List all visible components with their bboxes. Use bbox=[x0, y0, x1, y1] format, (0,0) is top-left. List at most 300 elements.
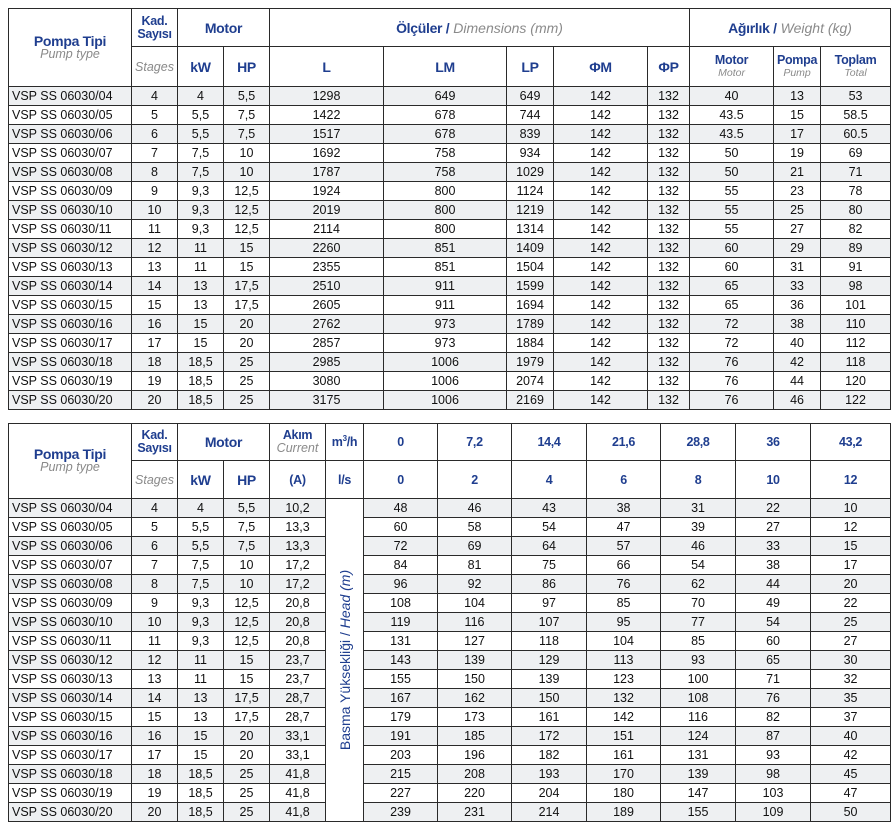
pump-model-cell: VSP SS 06030/09 bbox=[9, 182, 132, 201]
performance-table-body bbox=[9, 499, 891, 822]
table-cell: 191 bbox=[364, 727, 438, 746]
table-cell: 20,8 bbox=[270, 613, 326, 632]
table-cell: 48 bbox=[364, 499, 438, 518]
table-row bbox=[9, 689, 891, 708]
table-cell: 43.5 bbox=[690, 106, 774, 125]
table-cell: 1787 bbox=[270, 163, 384, 182]
table-cell: 851 bbox=[384, 239, 507, 258]
table-cell: 33 bbox=[774, 277, 821, 296]
table-row bbox=[9, 765, 891, 784]
table-cell: 30 bbox=[811, 651, 891, 670]
table-cell: 16 bbox=[132, 315, 178, 334]
pump-model-cell: VSP SS 06030/10 bbox=[9, 613, 132, 632]
table-cell: 13 bbox=[132, 258, 178, 277]
flow-m3h-value: 28,8 bbox=[661, 424, 736, 461]
table-cell: 38 bbox=[774, 315, 821, 334]
table-cell: 12 bbox=[811, 518, 891, 537]
table-cell: 142 bbox=[554, 144, 648, 163]
pump-model-cell: VSP SS 06030/08 bbox=[9, 575, 132, 594]
table-row bbox=[9, 315, 891, 334]
kw-header: kW bbox=[178, 461, 224, 499]
table-cell: 139 bbox=[512, 670, 587, 689]
pump-type-header: Pompa Tipi Pump type bbox=[9, 9, 132, 87]
table-cell: 11 bbox=[178, 670, 224, 689]
dimensions-table-body bbox=[9, 87, 891, 410]
table-cell: 15 bbox=[224, 239, 270, 258]
table-cell: 93 bbox=[736, 746, 811, 765]
table-cell: 132 bbox=[648, 372, 690, 391]
table-cell: 1924 bbox=[270, 182, 384, 201]
table-cell: 32 bbox=[811, 670, 891, 689]
table-cell: 46 bbox=[661, 537, 736, 556]
table-cell: 20 bbox=[224, 315, 270, 334]
pump-model-cell: VSP SS 06030/11 bbox=[9, 632, 132, 651]
table-cell: 142 bbox=[554, 372, 648, 391]
table-row bbox=[9, 499, 891, 518]
table-cell: 151 bbox=[587, 727, 661, 746]
table-cell: 43 bbox=[512, 499, 587, 518]
table-cell: 57 bbox=[587, 537, 661, 556]
table-cell: 7,5 bbox=[224, 537, 270, 556]
table-cell: 7,5 bbox=[224, 518, 270, 537]
table-cell: 7,5 bbox=[178, 144, 224, 163]
table-cell: 7,5 bbox=[178, 556, 224, 575]
table-cell: 18,5 bbox=[178, 784, 224, 803]
table-row bbox=[9, 334, 891, 353]
dimensions-header: Ölçüler / Dimensions (mm) bbox=[270, 9, 690, 47]
table-cell: 7,5 bbox=[178, 163, 224, 182]
table-cell: 31 bbox=[661, 499, 736, 518]
table-cell: 38 bbox=[736, 556, 811, 575]
table-cell: 28,7 bbox=[270, 689, 326, 708]
table-row bbox=[9, 296, 891, 315]
hp-header: HP bbox=[224, 461, 270, 499]
table-cell: 142 bbox=[554, 201, 648, 220]
diameter-p-header: ΦP bbox=[648, 47, 690, 87]
table-cell: 72 bbox=[364, 537, 438, 556]
table-cell: 9 bbox=[132, 182, 178, 201]
kw-header: kW bbox=[178, 47, 224, 87]
table-cell: 1599 bbox=[507, 277, 554, 296]
table-cell: 227 bbox=[364, 784, 438, 803]
table-cell: 41,8 bbox=[270, 765, 326, 784]
table-cell: 20 bbox=[132, 391, 178, 410]
pump-model-cell: VSP SS 06030/05 bbox=[9, 106, 132, 125]
table-cell: 214 bbox=[512, 803, 587, 822]
pump-model-cell: VSP SS 06030/11 bbox=[9, 220, 132, 239]
table-cell: 27 bbox=[736, 518, 811, 537]
table-cell: 9 bbox=[132, 594, 178, 613]
pump-model-cell: VSP SS 06030/12 bbox=[9, 651, 132, 670]
pump-model-cell: VSP SS 06030/07 bbox=[9, 144, 132, 163]
table-cell: 132 bbox=[648, 315, 690, 334]
table-cell: 55 bbox=[690, 201, 774, 220]
table-cell: 87 bbox=[736, 727, 811, 746]
table-cell: 55 bbox=[690, 182, 774, 201]
table-cell: 8 bbox=[132, 575, 178, 594]
table-cell: 36 bbox=[774, 296, 821, 315]
current-unit-header: (A) bbox=[270, 461, 326, 499]
table-cell: 132 bbox=[648, 239, 690, 258]
table-cell: 16 bbox=[132, 727, 178, 746]
table-cell: 649 bbox=[507, 87, 554, 106]
table-cell: 12,5 bbox=[224, 613, 270, 632]
table-cell: 95 bbox=[587, 613, 661, 632]
table-cell: 98 bbox=[821, 277, 891, 296]
table-cell: 25 bbox=[224, 803, 270, 822]
pump-model-cell: VSP SS 06030/10 bbox=[9, 201, 132, 220]
pump-model-cell: VSP SS 06030/17 bbox=[9, 746, 132, 765]
table-cell: 123 bbox=[587, 670, 661, 689]
table-cell: 132 bbox=[648, 277, 690, 296]
table-cell: 132 bbox=[648, 163, 690, 182]
table-cell: 17,2 bbox=[270, 575, 326, 594]
table-cell: 54 bbox=[736, 613, 811, 632]
table-row bbox=[9, 651, 891, 670]
table-cell: 12,5 bbox=[224, 594, 270, 613]
table-cell: 10,2 bbox=[270, 499, 326, 518]
table-row bbox=[9, 575, 891, 594]
table-cell: 678 bbox=[384, 106, 507, 125]
table-cell: 1884 bbox=[507, 334, 554, 353]
table-cell: 15 bbox=[774, 106, 821, 125]
table-cell: 118 bbox=[512, 632, 587, 651]
flow-ls-value: 6 bbox=[587, 461, 661, 499]
table-row bbox=[9, 372, 891, 391]
pump-model-cell: VSP SS 06030/12 bbox=[9, 239, 132, 258]
table-cell: 182 bbox=[512, 746, 587, 765]
table-cell: 58 bbox=[438, 518, 512, 537]
table-cell: 6 bbox=[132, 125, 178, 144]
length-l-header: L bbox=[270, 47, 384, 87]
pump-model-cell: VSP SS 06030/05 bbox=[9, 518, 132, 537]
table-cell: 155 bbox=[661, 803, 736, 822]
table-cell: 23 bbox=[774, 182, 821, 201]
table-cell: 108 bbox=[364, 594, 438, 613]
table-row bbox=[9, 144, 891, 163]
table-cell: 132 bbox=[648, 87, 690, 106]
table-cell: 170 bbox=[587, 765, 661, 784]
table-cell: 18,5 bbox=[178, 391, 224, 410]
table-row bbox=[9, 632, 891, 651]
table-cell: 132 bbox=[648, 144, 690, 163]
table-cell: 76 bbox=[690, 372, 774, 391]
table-cell: 20,8 bbox=[270, 594, 326, 613]
table-cell: 132 bbox=[648, 106, 690, 125]
table-cell: 112 bbox=[821, 334, 891, 353]
table-cell: 13 bbox=[178, 689, 224, 708]
table-cell: 1409 bbox=[507, 239, 554, 258]
table-row bbox=[9, 708, 891, 727]
table-cell: 23,7 bbox=[270, 651, 326, 670]
table-cell: 7,5 bbox=[224, 106, 270, 125]
table-cell: 13,3 bbox=[270, 518, 326, 537]
table-cell: 800 bbox=[384, 182, 507, 201]
table-cell: 104 bbox=[438, 594, 512, 613]
table-cell: 1029 bbox=[507, 163, 554, 182]
table-cell: 13 bbox=[178, 296, 224, 315]
table-row bbox=[9, 125, 891, 144]
table-cell: 15 bbox=[224, 258, 270, 277]
table-cell: 2260 bbox=[270, 239, 384, 258]
flow-ls-header: l/s bbox=[326, 461, 364, 499]
table-cell: 5,5 bbox=[178, 125, 224, 144]
table-cell: 973 bbox=[384, 315, 507, 334]
table-cell: 196 bbox=[438, 746, 512, 765]
table-cell: 1694 bbox=[507, 296, 554, 315]
table-cell: 1422 bbox=[270, 106, 384, 125]
diameter-m-header: ΦM bbox=[554, 47, 648, 87]
table-cell: 2355 bbox=[270, 258, 384, 277]
table-cell: 25 bbox=[224, 353, 270, 372]
table-row bbox=[9, 727, 891, 746]
table-cell: 12 bbox=[132, 239, 178, 258]
table-cell: 76 bbox=[690, 391, 774, 410]
table-cell: 40 bbox=[811, 727, 891, 746]
table-row bbox=[9, 670, 891, 689]
table-cell: 911 bbox=[384, 277, 507, 296]
table-cell: 1006 bbox=[384, 353, 507, 372]
table-cell: 2019 bbox=[270, 201, 384, 220]
table-cell: 132 bbox=[648, 201, 690, 220]
table-cell: 27 bbox=[774, 220, 821, 239]
pump-model-cell: VSP SS 06030/15 bbox=[9, 296, 132, 315]
table-cell: 203 bbox=[364, 746, 438, 765]
table-cell: 17,2 bbox=[270, 556, 326, 575]
table-cell: 1517 bbox=[270, 125, 384, 144]
table-row bbox=[9, 746, 891, 765]
table-cell: 65 bbox=[690, 296, 774, 315]
table-cell: 17 bbox=[811, 556, 891, 575]
table-cell: 2985 bbox=[270, 353, 384, 372]
flow-m3h-value: 7,2 bbox=[438, 424, 512, 461]
table-cell: 22 bbox=[736, 499, 811, 518]
flow-m3h-value: 21,6 bbox=[587, 424, 661, 461]
table-cell: 116 bbox=[661, 708, 736, 727]
table-cell: 973 bbox=[384, 334, 507, 353]
table-cell: 47 bbox=[811, 784, 891, 803]
table-cell: 65 bbox=[690, 277, 774, 296]
table-cell: 17 bbox=[132, 746, 178, 765]
pump-model-cell: VSP SS 06030/13 bbox=[9, 670, 132, 689]
table-cell: 78 bbox=[821, 182, 891, 201]
table-cell: 1298 bbox=[270, 87, 384, 106]
flow-m3h-value: 43,2 bbox=[811, 424, 891, 461]
table-cell: 116 bbox=[438, 613, 512, 632]
table-cell: 142 bbox=[554, 315, 648, 334]
table-cell: 100 bbox=[661, 670, 736, 689]
table-cell: 150 bbox=[512, 689, 587, 708]
current-header: Akım Current bbox=[270, 424, 326, 461]
table-cell: 10 bbox=[132, 201, 178, 220]
table-row bbox=[9, 163, 891, 182]
table-cell: 7 bbox=[132, 144, 178, 163]
table-cell: 9,3 bbox=[178, 182, 224, 201]
table-cell: 25 bbox=[224, 391, 270, 410]
table-cell: 25 bbox=[811, 613, 891, 632]
table-cell: 44 bbox=[736, 575, 811, 594]
table-cell: 1979 bbox=[507, 353, 554, 372]
table-cell: 42 bbox=[811, 746, 891, 765]
length-lm-header: LM bbox=[384, 47, 507, 87]
table-cell: 11 bbox=[178, 239, 224, 258]
table-cell: 18,5 bbox=[178, 353, 224, 372]
table-cell: 69 bbox=[438, 537, 512, 556]
table-cell: 97 bbox=[512, 594, 587, 613]
table-cell: 142 bbox=[554, 277, 648, 296]
table-cell: 13,3 bbox=[270, 537, 326, 556]
pump-model-cell: VSP SS 06030/18 bbox=[9, 353, 132, 372]
table-cell: 60 bbox=[690, 239, 774, 258]
table-cell: 55 bbox=[690, 220, 774, 239]
table-cell: 46 bbox=[774, 391, 821, 410]
table-cell: 82 bbox=[821, 220, 891, 239]
table-cell: 71 bbox=[821, 163, 891, 182]
flow-m3h-header: $m^3/h$ bbox=[326, 424, 364, 461]
table-cell: 161 bbox=[512, 708, 587, 727]
table-cell: 189 bbox=[587, 803, 661, 822]
table-cell: 142 bbox=[554, 182, 648, 201]
table-row bbox=[9, 391, 891, 410]
table-cell: 220 bbox=[438, 784, 512, 803]
stages-subheader: Stages bbox=[132, 461, 178, 499]
table-row bbox=[9, 258, 891, 277]
table-cell: 64 bbox=[512, 537, 587, 556]
weight-header: Ağırlık / Weight (kg) bbox=[690, 9, 891, 47]
table-cell: 20,8 bbox=[270, 632, 326, 651]
table-cell: 44 bbox=[774, 372, 821, 391]
table-cell: 10 bbox=[132, 613, 178, 632]
table-cell: 60 bbox=[690, 258, 774, 277]
table-cell: 1314 bbox=[507, 220, 554, 239]
pump-model-cell: VSP SS 06030/19 bbox=[9, 372, 132, 391]
table-cell: 10 bbox=[224, 556, 270, 575]
flow-m3h-value: 0 bbox=[364, 424, 438, 461]
table-cell: 15 bbox=[178, 334, 224, 353]
table-cell: 142 bbox=[554, 353, 648, 372]
table-cell: 15 bbox=[132, 708, 178, 727]
table-cell: 758 bbox=[384, 144, 507, 163]
table-row bbox=[9, 537, 891, 556]
weight-pump-header: Pompa Pump bbox=[774, 47, 821, 87]
table-cell: 92 bbox=[438, 575, 512, 594]
table-cell: 1006 bbox=[384, 391, 507, 410]
table-cell: 10 bbox=[811, 499, 891, 518]
table-cell: 76 bbox=[736, 689, 811, 708]
table-cell: 11 bbox=[178, 651, 224, 670]
table-cell: 5,5 bbox=[224, 87, 270, 106]
table-cell: 76 bbox=[690, 353, 774, 372]
table-cell: 27 bbox=[811, 632, 891, 651]
table-cell: 15 bbox=[178, 746, 224, 765]
table-cell: 23,7 bbox=[270, 670, 326, 689]
table-cell: 11 bbox=[132, 632, 178, 651]
table-cell: 139 bbox=[661, 765, 736, 784]
table-cell: 678 bbox=[384, 125, 507, 144]
pump-model-cell: VSP SS 06030/20 bbox=[9, 803, 132, 822]
table-row bbox=[9, 518, 891, 537]
table-cell: 7,5 bbox=[178, 575, 224, 594]
table-cell: 5,5 bbox=[178, 537, 224, 556]
table-cell: 18 bbox=[132, 353, 178, 372]
table-cell: 231 bbox=[438, 803, 512, 822]
table-cell: 744 bbox=[507, 106, 554, 125]
table-cell: 173 bbox=[438, 708, 512, 727]
table-cell: 800 bbox=[384, 201, 507, 220]
pump-model-cell: VSP SS 06030/06 bbox=[9, 125, 132, 144]
table-cell: 172 bbox=[512, 727, 587, 746]
table-cell: 40 bbox=[690, 87, 774, 106]
table-cell: 155 bbox=[364, 670, 438, 689]
table-cell: 96 bbox=[364, 575, 438, 594]
pump-model-cell: VSP SS 06030/17 bbox=[9, 334, 132, 353]
table-cell: 1124 bbox=[507, 182, 554, 201]
table-cell: 142 bbox=[554, 87, 648, 106]
table-cell: 72 bbox=[690, 315, 774, 334]
table-row bbox=[9, 182, 891, 201]
table-cell: 911 bbox=[384, 296, 507, 315]
table-cell: 132 bbox=[648, 182, 690, 201]
table-cell: 132 bbox=[587, 689, 661, 708]
table-cell: 76 bbox=[587, 575, 661, 594]
table-cell: 132 bbox=[648, 125, 690, 144]
table-cell: 1692 bbox=[270, 144, 384, 163]
table-cell: 17,5 bbox=[224, 296, 270, 315]
table-cell: 15 bbox=[132, 296, 178, 315]
table-cell: 54 bbox=[661, 556, 736, 575]
table-cell: 142 bbox=[554, 296, 648, 315]
table-cell: 109 bbox=[736, 803, 811, 822]
table-cell: 124 bbox=[661, 727, 736, 746]
table-cell: 15 bbox=[178, 727, 224, 746]
table-cell: 17 bbox=[132, 334, 178, 353]
weight-motor-header: Motor Motor bbox=[690, 47, 774, 87]
table-cell: 132 bbox=[648, 296, 690, 315]
table-cell: 239 bbox=[364, 803, 438, 822]
table-cell: 18,5 bbox=[178, 765, 224, 784]
table-cell: 11 bbox=[178, 258, 224, 277]
table-cell: 167 bbox=[364, 689, 438, 708]
flow-m3h-value: 14,4 bbox=[512, 424, 587, 461]
table-cell: 180 bbox=[587, 784, 661, 803]
table-cell: 20 bbox=[224, 727, 270, 746]
table-cell: 2169 bbox=[507, 391, 554, 410]
table-cell: 7,5 bbox=[224, 125, 270, 144]
table-cell: 43.5 bbox=[690, 125, 774, 144]
table-cell: 758 bbox=[384, 163, 507, 182]
table-cell: 41,8 bbox=[270, 784, 326, 803]
table-cell: 13 bbox=[178, 708, 224, 727]
table-cell: 20 bbox=[224, 334, 270, 353]
table-cell: 19 bbox=[132, 784, 178, 803]
table-cell: 839 bbox=[507, 125, 554, 144]
table-cell: 851 bbox=[384, 258, 507, 277]
table-cell: 143 bbox=[364, 651, 438, 670]
table-cell: 132 bbox=[648, 258, 690, 277]
weight-total-header: Toplam Total bbox=[821, 47, 891, 87]
pump-model-cell: VSP SS 06030/15 bbox=[9, 708, 132, 727]
table-cell: 131 bbox=[364, 632, 438, 651]
table-cell: 11 bbox=[132, 220, 178, 239]
table-cell: 17 bbox=[774, 125, 821, 144]
table-cell: 25 bbox=[774, 201, 821, 220]
table-cell: 20 bbox=[811, 575, 891, 594]
table-cell: 15 bbox=[224, 670, 270, 689]
table-cell: 86 bbox=[512, 575, 587, 594]
flow-ls-value: 12 bbox=[811, 461, 891, 499]
flow-m3h-value: 36 bbox=[736, 424, 811, 461]
head-axis-label: Basma Yüksekliği / Head (m) bbox=[326, 499, 364, 822]
